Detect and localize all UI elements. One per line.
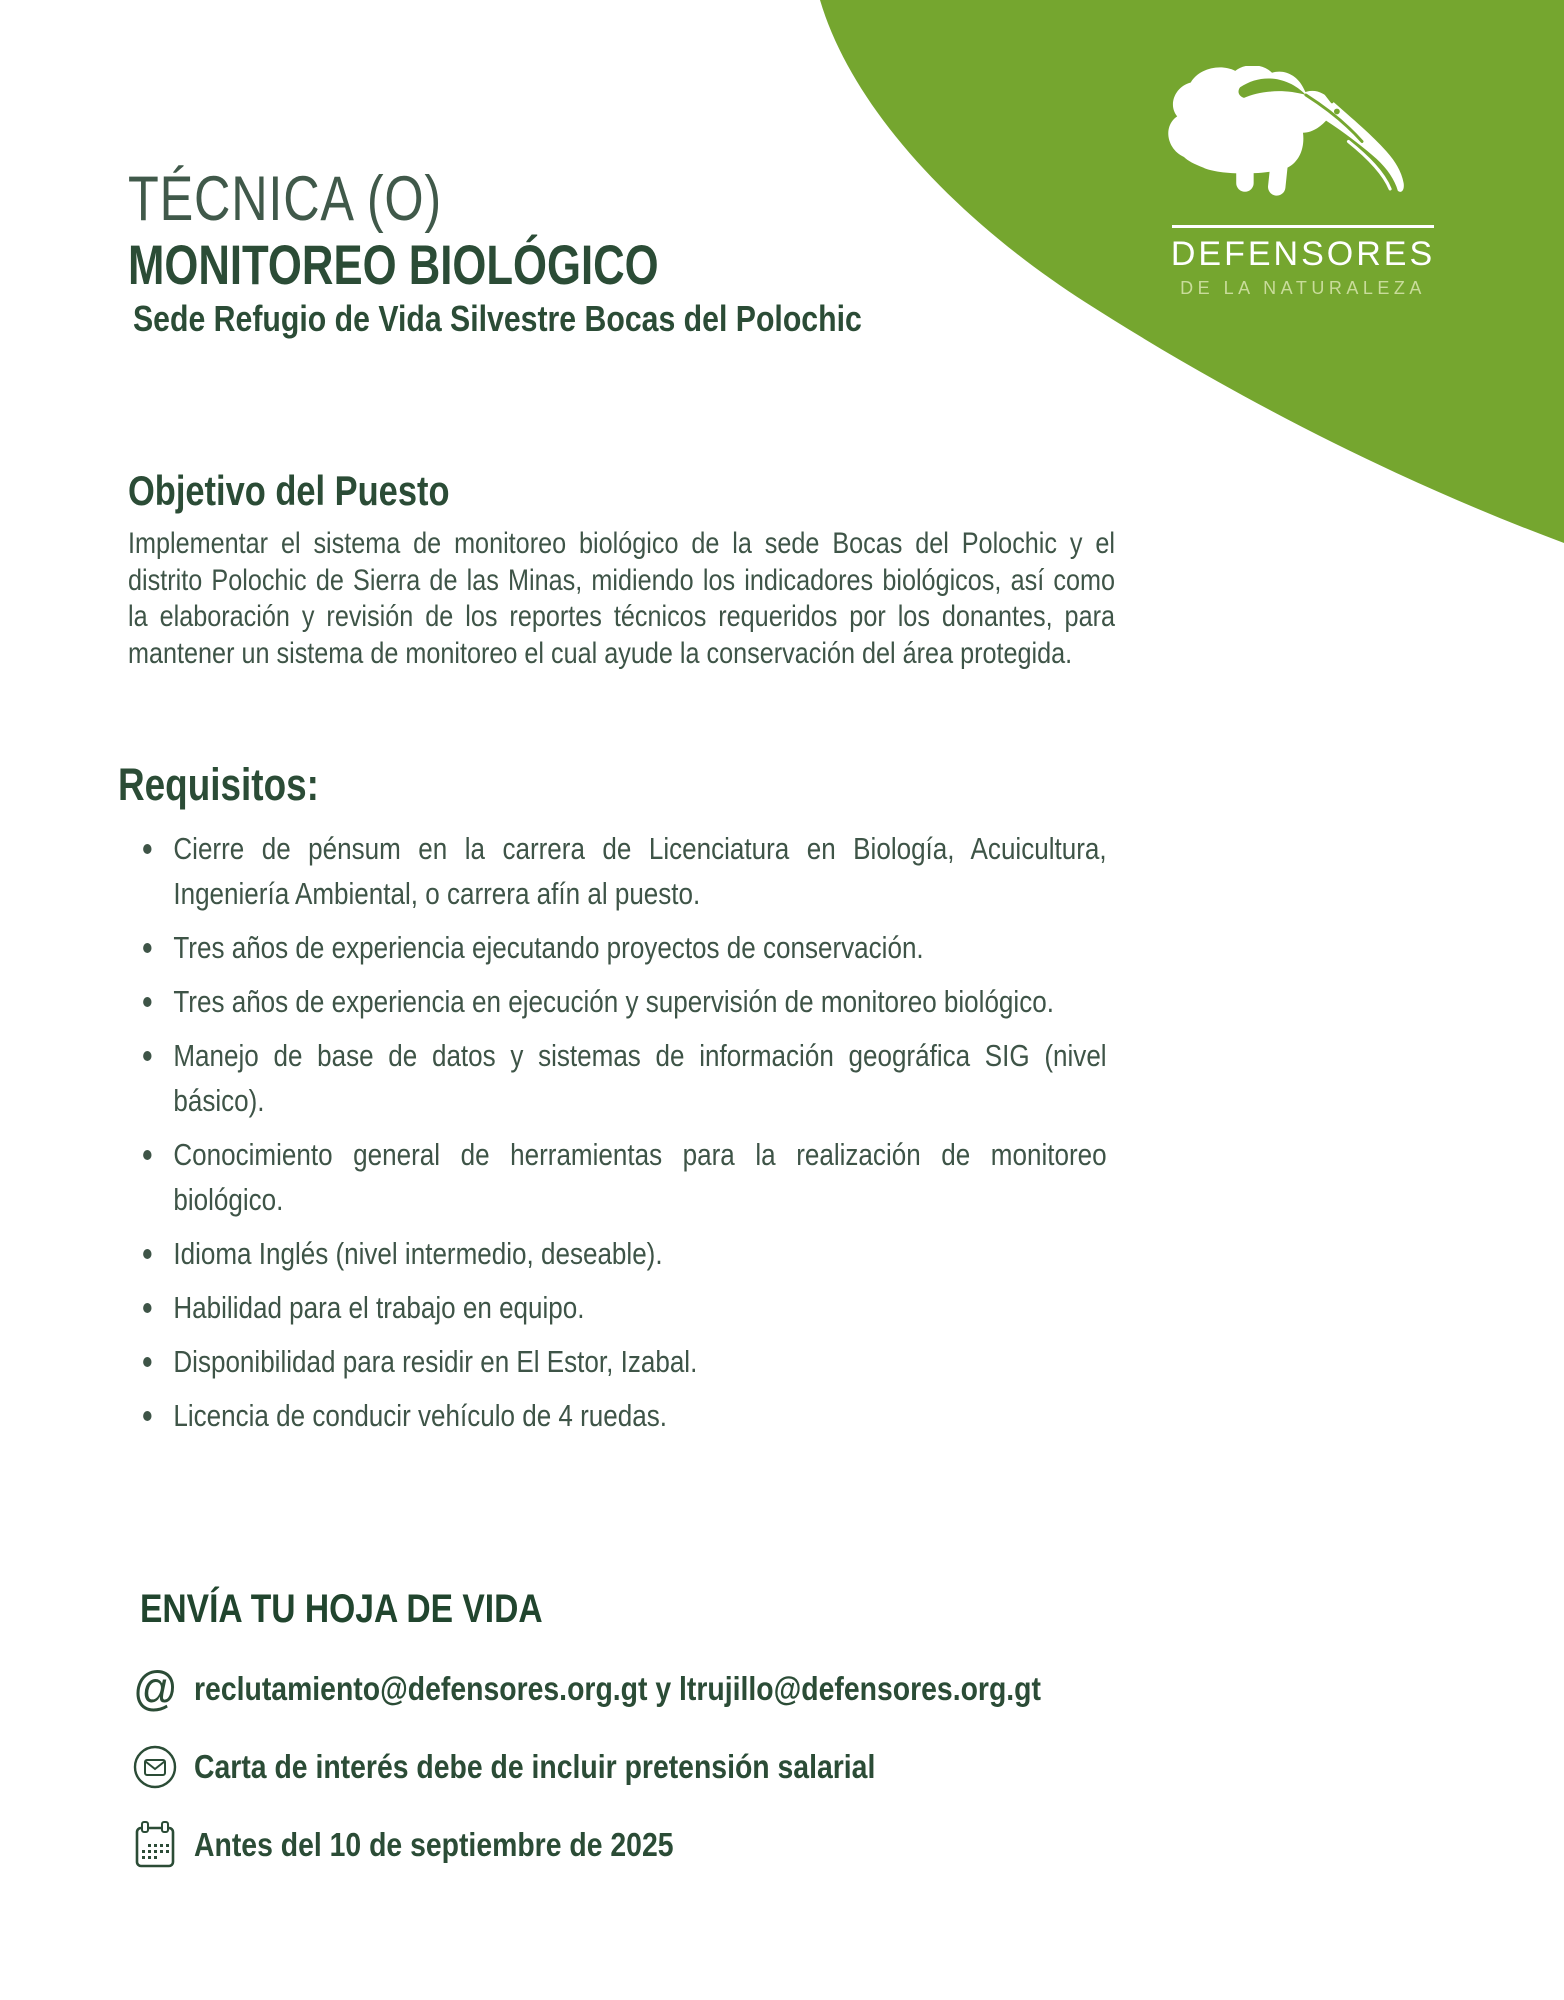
calendar-icon (128, 1820, 182, 1870)
apply-row-letter (128, 1738, 1179, 1796)
envelope-icon (128, 1744, 182, 1790)
apply-heading: ENVÍA TU HOJA DE VIDA (140, 1587, 543, 1631)
bullet-icon (143, 1249, 151, 1259)
list-item: Habilidad para el trabajo en equipo. (128, 1285, 1107, 1330)
list-item: Tres años de experiencia en ejecución y supervisión de monitoreo biológico. (128, 979, 1107, 1024)
logo-divider (1172, 225, 1434, 228)
bullet-icon (143, 1357, 151, 1367)
objective-section (128, 468, 1303, 672)
bullet-icon (143, 844, 151, 854)
bullet-icon (143, 997, 151, 1007)
bullet-icon (143, 1150, 151, 1160)
list-item: Manejo de base de datos y sistemas de información geográfica SIG (nivel básico). (128, 1033, 1107, 1123)
anteater-icon (1158, 66, 1448, 216)
requirements-section (118, 760, 1293, 1447)
objective-paragraph: Implementar el sistema de monitoreo biológico de la sede Bocas del Polochic y el distrito Polochic de Sierra de las Minas, midiendo los indicadores biológicos, así como la elaboración y revisión de los reportes técnicos requeridos por los donantes, para mantener un sistema de monitoreo el cual ayude la conservación del área protegida. (128, 527, 1115, 670)
job-title-line1: TÉCNICA (O) (128, 164, 443, 234)
apply-row-email (128, 1660, 1179, 1718)
bullet-icon (143, 1411, 151, 1421)
org-name: DEFENSORES (1170, 235, 1436, 273)
job-title-block (128, 166, 1001, 340)
bullet-icon (143, 943, 151, 953)
org-logo (1158, 66, 1448, 299)
at-icon: @ (132, 1662, 178, 1716)
job-title-line2: MONITOREO BIOLÓGICO (128, 233, 659, 296)
list-item: Idioma Inglés (nivel intermedio, deseable). (128, 1231, 1107, 1276)
list-item: Disponibilidad para residir en El Estor, Izabal. (128, 1339, 1107, 1384)
list-item: Conocimiento general de herramientas para la realización de monitoreo biológico. (128, 1132, 1107, 1222)
job-location-subtitle: Sede Refugio de Vida Silvestre Bocas del Polochic (133, 298, 862, 339)
requirements-list (128, 826, 1107, 1438)
bullet-icon (143, 1303, 151, 1313)
apply-letter-text: Carta de interés debe de incluir pretensión salarial (194, 1748, 876, 1785)
objective-heading: Objetivo del Puesto (128, 467, 450, 514)
list-item: Tres años de experiencia ejecutando proyectos de conservación. (128, 925, 1107, 970)
list-item: Licencia de conducir vehículo de 4 ruedas. (128, 1393, 1107, 1438)
bullet-icon (143, 1051, 151, 1061)
apply-row-deadline (128, 1816, 1179, 1874)
requirements-heading: Requisitos: (118, 759, 319, 810)
apply-deadline-text: Antes del 10 de septiembre de 2025 (194, 1826, 674, 1863)
apply-email-text: reclutamiento@defensores.org.gt y ltrujillo@defensores.org.gt (194, 1670, 1041, 1707)
apply-section (132, 1586, 1179, 1894)
list-item: Cierre de pénsum en la carrera de Licenciatura en Biología, Acuicultura, Ingeniería Ambiental, o carrera afín al puesto. (128, 826, 1107, 916)
org-tagline: DE LA NATURALEZA (1180, 278, 1426, 298)
